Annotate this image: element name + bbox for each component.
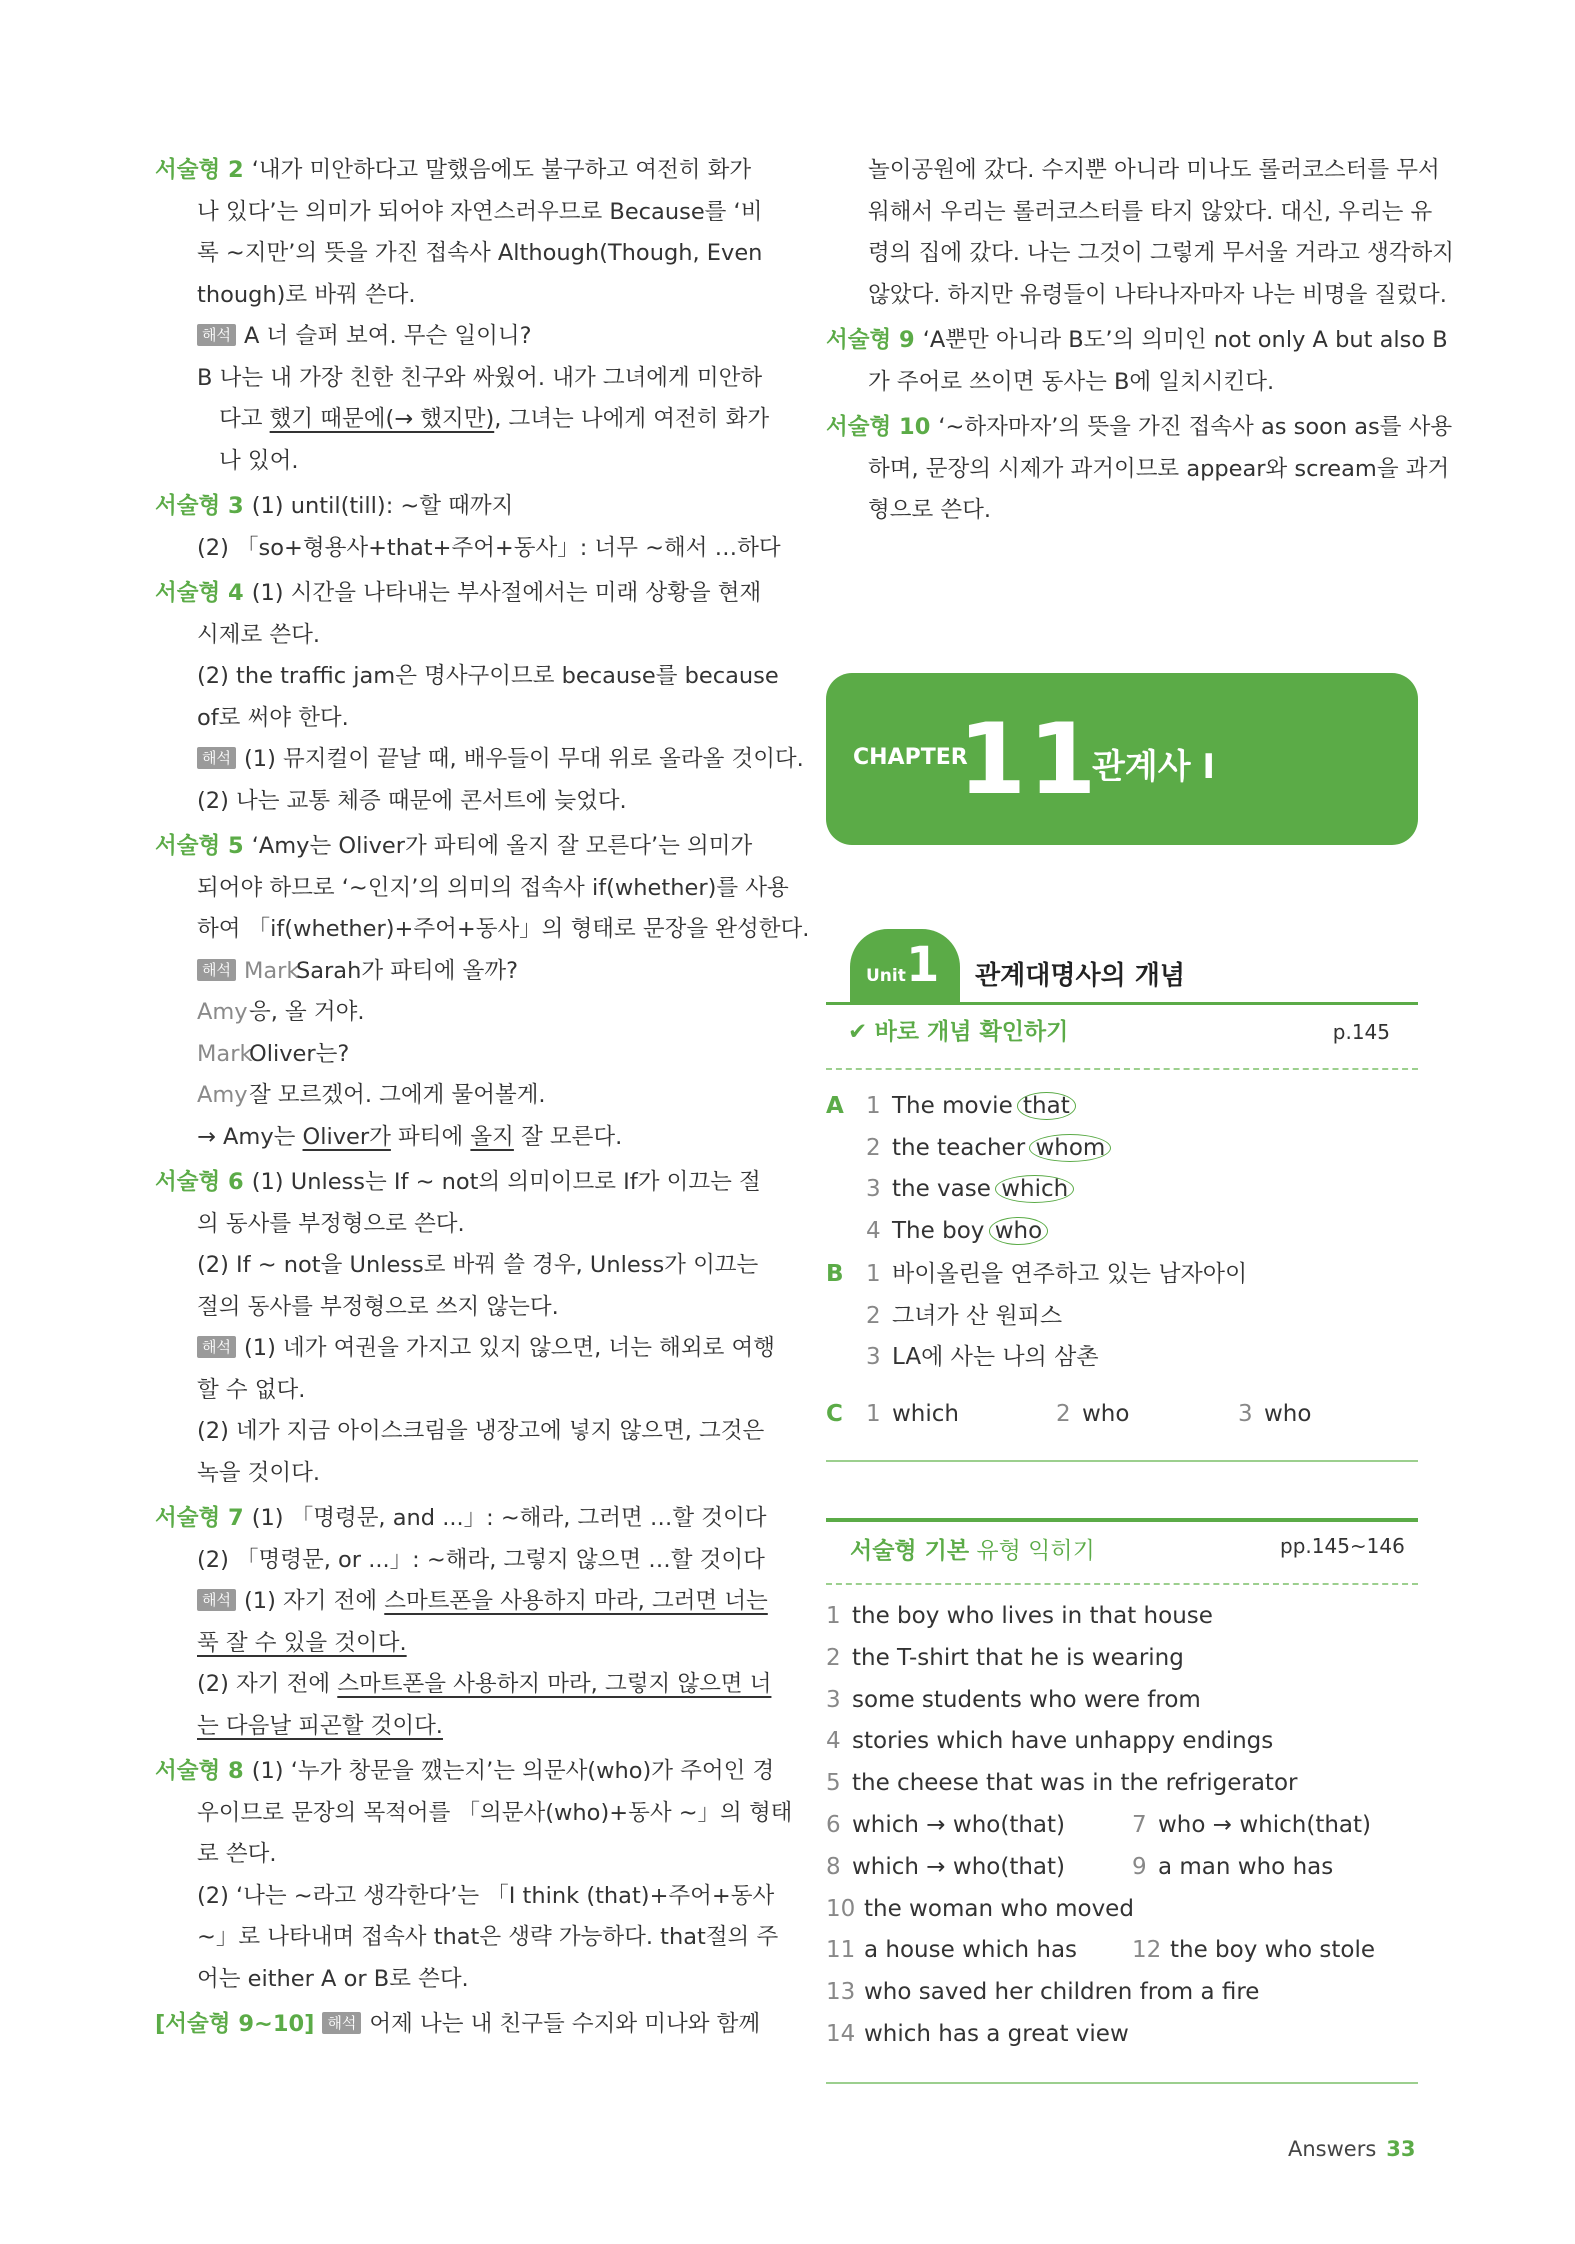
unit-tab	[850, 929, 960, 1003]
speaker-name: Mark	[243, 957, 300, 984]
answer-entry-4: 서술형 4 (1) 시간을 나타내는 부사절에서는 미래 상황을 현재 시제로 쓴다. (2) the traffic jam은 명사구이므로 because를 because of로 써야 한다. 해석 (1) 뮤지컬이 끝날 때, 배우들이 무대 위로 올라올 것이다. (2) 나는 교통 체증 때문에 콘서트에 늦었다.	[155, 580, 804, 814]
unit-title: 관계대명사의 개념	[975, 961, 1185, 991]
circled-answer: which	[995, 1175, 1074, 1203]
dashed-divider	[826, 1068, 1418, 1070]
unit-word: Unit	[866, 966, 906, 986]
entry-label: 서술형 10	[826, 414, 931, 440]
answer-list	[826, 1596, 1418, 2056]
answer-row: 2 그녀가 산 원피스	[866, 1302, 1063, 1329]
list-item: 4 stories which have unhappy endings	[826, 1728, 1274, 1755]
section-title: 서술형 기본 유형 익히기	[850, 1538, 1095, 1564]
answer-entry-10: 서술형 10 ‘~하자마자’의 뜻을 가진 접속사 as soon as를 사용 하며, 문장의 시제가 과거이므로 appear와 scream을 과거 형으로 쓴다.	[826, 414, 1453, 523]
dashed-divider	[826, 1583, 1418, 1585]
circled-answer: that	[1017, 1092, 1076, 1120]
translation-badge: 해석	[322, 2012, 361, 2034]
unit-rule	[826, 1002, 1418, 1005]
list-item: 3 some students who were from	[826, 1686, 1201, 1713]
chapter-word: CHAPTER	[853, 745, 968, 770]
entry-label: 서술형 7	[155, 1505, 244, 1531]
chapter-title: 관계사 I	[1092, 747, 1216, 787]
page-reference: pp.145~146	[1280, 1534, 1405, 1558]
translation-badge: 해석	[197, 324, 236, 346]
list-item: 2 the T-shirt that he is wearing	[826, 1644, 1184, 1671]
entry-label: 서술형 2	[155, 157, 244, 183]
section-rule	[826, 1518, 1418, 1522]
unit-number: 1	[906, 937, 940, 993]
entry-label: 서술형 4	[155, 580, 244, 606]
speaker-name: Amy	[197, 999, 248, 1025]
list-item: 14 which has a great view	[826, 2020, 1129, 2047]
translation-continued: 놀이공원에 갔다. 수지뿐 아니라 미나도 롤러코스터를 무서 워해서 우리는 롤러코스터를 타지 않았다. 대신, 우리는 유 령의 집에 갔다. 나는 그것이 그렇게 무서울 거라고 생각하지 않았다. 하지만 유령들이 나타나자마자 나는 비명을 질렀다.	[868, 157, 1455, 308]
answers-a	[826, 1086, 1418, 1252]
list-item: 10 the woman who moved	[826, 1895, 1134, 1922]
circled-answer: whom	[1029, 1134, 1111, 1162]
entry-label: 서술형 6	[155, 1169, 244, 1195]
answer-entry-2: 서술형 2 ‘내가 미안하다고 말했음에도 불구하고 여전히 화가 나 있다’는 의미가 되어야 자연스러우므로 Because를 ‘비 록 ~지만’의 뜻을 가진 접속사 Although(Though, Even though)로 바꿔 쓴다. 해석 A 너 슬퍼 보여. 무슨 일이니? B 나는 내 가장 친한 친구와 싸웠어. 내가 그녀에게 미안하 다고 했기 때문에(→ 했지만), 그녀는 나에게 여전히 화가 나 있어.	[155, 157, 770, 474]
entry-label: 서술형 3	[155, 493, 244, 519]
translation-badge: 해석	[197, 1589, 236, 1611]
entry-label: 서술형 8	[155, 1758, 244, 1784]
list-item: 5 the cheese that was in the refrigerator	[826, 1770, 1298, 1797]
answer-row: 3 the vase which	[826, 1169, 1418, 1211]
translation-badge: 해석	[197, 959, 236, 981]
answer-row: B 1 바이올린을 연주하고 있는 남자아이	[826, 1261, 1248, 1287]
list-item: 8 which → who(that) 9 a man who has	[826, 1853, 1334, 1880]
answer-entry-9-10: [서술형 9~10] 해석 어제 나는 내 친구들 수지와 미나와 함께	[155, 2011, 761, 2037]
answer-entry-5: 서술형 5 ‘Amy는 Oliver가 파티에 올지 잘 모른다’는 의미가 되어야 하므로 ‘~인지’의 의미의 접속사 if(whether)를 사용 하여 「if(whether)+주어+동사」의 형태로 문장을 완성한다. 해석 MarkSarah가 파티에 올까? Amy응, 올 거야. MarkOliver는? Amy잘 모르겠어. 그에게 물어볼게. → Amy는 Oliver가 파티에 올지 잘 모른다.	[155, 833, 810, 1150]
answer-row: C 1 which 2 who 3 who	[826, 1401, 1312, 1427]
chapter-banner	[826, 673, 1418, 845]
list-item: 6 which → who(that) 7 who → which(that)	[826, 1811, 1372, 1838]
answer-entry-6: 서술형 6 (1) Unless는 If ~ not의 의미이므로 If가 이끄는 절 의 동사를 부정형으로 쓴다. (2) If ~ not을 Unless로 바꿔 쓸 경우, Unless가 이끄는 절의 동사를 부정형으로 쓰지 않는다. 해석 (1) 네가 여권을 가지고 있지 않으면, 너는 해외로 여행 할 수 없다. (2) 네가 지금 아이스크림을 냉장고에 넣지 않으면, 그것은 녹을 것이다.	[155, 1169, 775, 1486]
concept-check-header	[848, 1012, 1390, 1052]
speaker-name: Mark	[197, 1040, 253, 1067]
check-icon: ✔	[848, 1019, 868, 1045]
circled-answer: who	[989, 1217, 1048, 1245]
translation-badge: 해석	[197, 747, 236, 769]
answer-entry-9: 서술형 9 ‘A뿐만 아니라 B도’의 의미인 not only A but also B 가 주어로 쓰이면 동사는 B에 일치시킨다.	[826, 327, 1448, 395]
answer-entry-7: 서술형 7 (1) 「명령문, and ...」: ~해라, 그러면 …할 것이다 (2) 「명령문, or ...」: ~해라, 그렇지 않으면 …할 것이다 해석 (1) 자기 전에 스마트폰을 사용하지 마라, 그러면 너는 푹 잘 수 있을 것이다. (2) 자기 전에 스마트폰을 사용하지 마라, 그렇지 않으면 너 는 다음날 피곤할 것이다.	[155, 1505, 772, 1739]
answer-row: 4 The boy who	[826, 1211, 1418, 1253]
page-reference: p.145	[1332, 1020, 1390, 1044]
list-item: 13 who saved her children from a fire	[826, 1979, 1260, 2006]
answer-row: A 1 The movie that	[826, 1086, 1418, 1128]
entry-label: 서술형 5	[155, 833, 244, 859]
section-divider	[826, 2082, 1418, 2084]
left-column	[155, 150, 810, 2050]
footer-label: Answers	[1288, 2137, 1377, 2161]
speaker-name: Amy	[197, 1082, 248, 1108]
page-number: 33	[1386, 2137, 1416, 2161]
answer-row: 2 the teacher whom	[826, 1128, 1418, 1170]
answer-row: 3 LA에 사는 나의 삼촌	[866, 1344, 1099, 1370]
answer-entry-3: 서술형 3 (1) until(till): ~할 때까지 (2) 「so+형용사+that+주어+동사」: 너무 ~해서 …하다	[155, 493, 781, 561]
list-item: 1 the boy who lives in that house	[826, 1603, 1213, 1629]
answers-b	[826, 1254, 1418, 1379]
chapter-number: 11	[958, 703, 1099, 817]
translation-badge: 해석	[197, 1336, 236, 1358]
right-column	[826, 150, 1455, 536]
list-item: 11 a house which has 12 the boy who stole	[826, 1937, 1376, 1964]
concept-check-title: 바로 개념 확인하기	[874, 1019, 1069, 1045]
entry-label: [서술형 9~10]	[155, 2011, 315, 2037]
answers-c	[826, 1394, 1418, 1436]
section-divider	[826, 1460, 1418, 1462]
answer-entry-8: 서술형 8 (1) ‘누가 창문을 깼는지’는 의문사(who)가 주어인 경 우이므로 문장의 목적어를 「의문사(who)+동사 ~」의 형태 로 쓴다. (2) ‘나는 ~라고 생각한다’는 「I think (that)+주어+동사 ~」로 나타내며 접속사 that은 생략 가능하다. that절의 주 어는 either A or B로 쓴다.	[155, 1758, 793, 1992]
entry-label: 서술형 9	[826, 327, 915, 353]
page-footer	[1288, 2137, 1416, 2161]
